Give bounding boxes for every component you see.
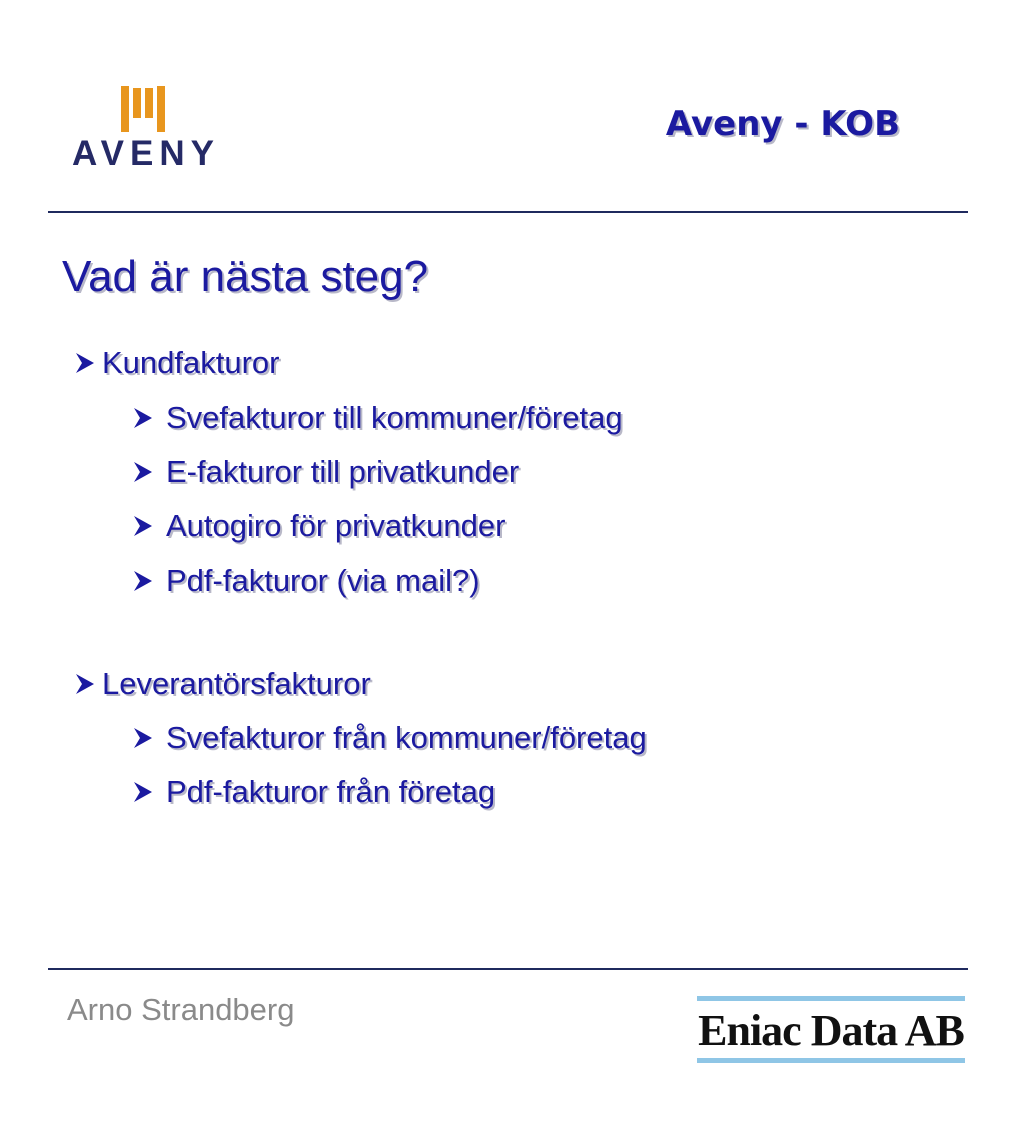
bullet-section-leverantorsfakturor (74, 664, 371, 704)
bullet-item (132, 772, 495, 812)
bullet-section-kundfakturor (74, 343, 280, 383)
bullet-item (132, 561, 480, 601)
arrow-bullet-icon (74, 671, 96, 697)
top-divider (48, 211, 968, 213)
bullet-item-label: Svefakturor till kommuner/företag (166, 400, 623, 435)
eniac-logo-bar-bottom (697, 1058, 965, 1063)
bullet-item-label: Pdf-fakturor (via mail?) (166, 563, 480, 598)
footer-author: Arno Strandberg (67, 992, 295, 1027)
arrow-bullet-icon (132, 568, 154, 594)
bullet-item (132, 506, 505, 546)
arrow-bullet-icon (132, 779, 154, 805)
slide-title: Vad är nästa steg? (62, 252, 429, 301)
aveny-emblem-icon (60, 84, 232, 136)
bullet-item (132, 452, 519, 492)
section-label: Kundfakturor (102, 345, 280, 380)
aveny-logo-text: AVENY (72, 134, 220, 173)
arrow-bullet-icon (74, 350, 96, 376)
section-label: Leverantörsfakturor (102, 666, 371, 701)
bullet-item-label: Svefakturor från kommuner/företag (166, 720, 647, 755)
eniac-logo (697, 996, 965, 1064)
arrow-bullet-icon (132, 459, 154, 485)
bullet-item-label: Autogiro för privatkunder (166, 508, 506, 543)
arrow-bullet-icon (132, 513, 154, 539)
bullet-item (132, 718, 647, 758)
eniac-logo-bar-top (697, 996, 965, 1001)
eniac-logo-text: Eniac Data AB (698, 1006, 964, 1055)
arrow-bullet-icon (132, 725, 154, 751)
bullet-item-label: E-fakturor till privatkunder (166, 454, 520, 489)
bullet-item (132, 398, 623, 438)
header-title: Aveny - KOB (665, 104, 900, 144)
bullet-item-label: Pdf-fakturor från företag (166, 774, 496, 809)
bottom-divider (48, 968, 968, 970)
arrow-bullet-icon (132, 405, 154, 431)
aveny-logo (60, 84, 232, 178)
